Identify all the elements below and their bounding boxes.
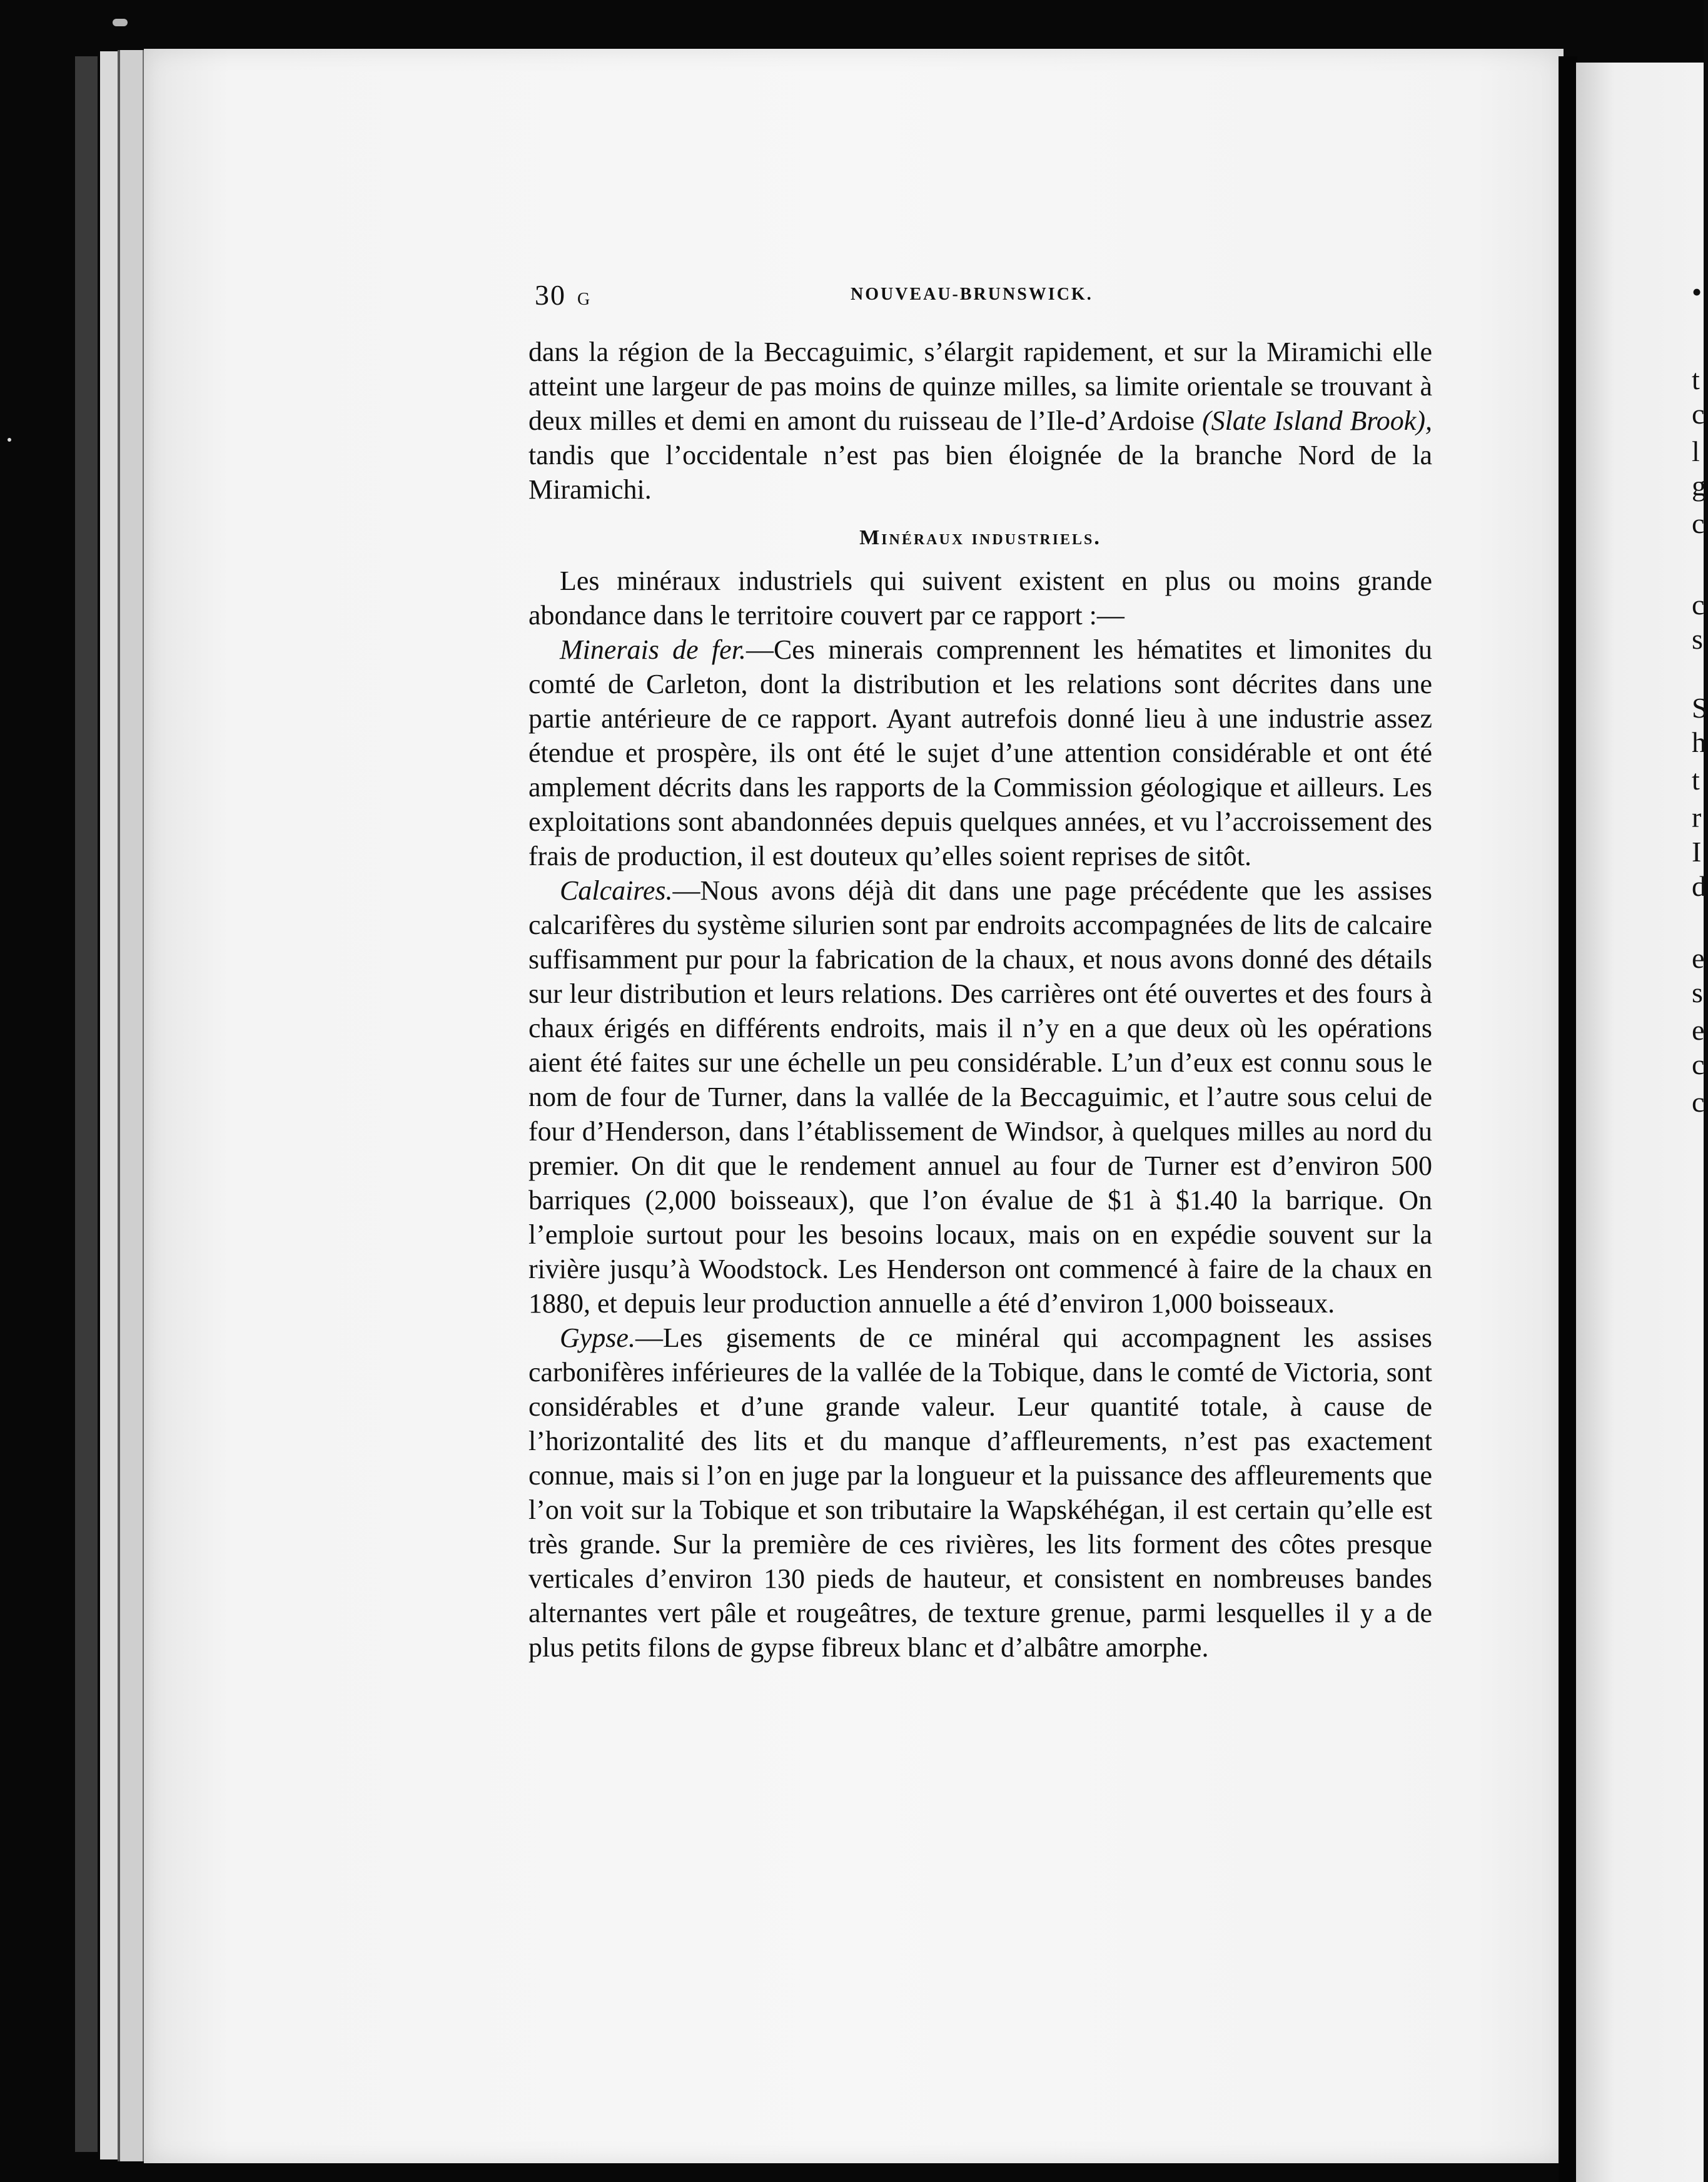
next-page-letter: t	[1692, 764, 1700, 796]
next-page-letter: I	[1692, 836, 1702, 868]
next-page-letter: e	[1692, 1014, 1705, 1046]
page-stack-edge	[120, 50, 144, 2161]
next-page-letter: c	[1692, 398, 1705, 430]
body-text	[528, 335, 1432, 1665]
next-page-strip	[1576, 63, 1704, 2182]
next-page-letter: r	[1692, 801, 1702, 833]
paragraph-minerais-de-fer: Minerais de fer.—Ces minerais comprennent les hématites et limonites du comté de Carleton, dont la distribution et les relations sont décrites dans une partie antérieure de ce rapport. Ayant autrefois donné lieu à une industrie assez étendue et prospère, ils ont été le sujet d’une attention considérable et ont été amplement décrits dans les rapports de la Commission géologique et ailleurs. Les exploitations sont abandonnées depuis quelques années, et vu l’accroissement des frais de production, il est douteux qu’elles soient reprises de sitôt.	[528, 634, 1432, 871]
book-edge	[75, 56, 98, 2152]
next-page-letter: t	[1692, 363, 1700, 395]
page-header	[535, 278, 1429, 316]
italic-term: (Slate Island Brook),	[1202, 405, 1432, 436]
run-in-heading: Gypse.	[560, 1322, 635, 1353]
next-page-letter: h	[1692, 726, 1706, 758]
next-page-letter: l	[1692, 435, 1700, 467]
next-page-letter: s	[1692, 623, 1703, 655]
next-page-letter: g	[1692, 470, 1706, 502]
paragraph-gypse: Gypse.—Les gisements de ce minéral qui accompagnent les assises carbonifères inférieures de la vallée de la Tobique, dans le comté de Victoria, sont considérables et d’une grande valeur. Leur quantité totale, à cause de l’horizontalité des lits et du manque d’affleurements, n’est pas exactement connue, mais si l’on en juge par la longueur et la puissance des affleurements que l’on voit sur la Tobique et son tributaire la Wapskéhégan, il est certain qu’elle est très grande. Sur la première de ces rivières, les lits forment des côtes presque verticales d’environ 130 pieds de hauteur, et consistent en nombreuses bandes alternantes vert pâle et rougeâtres, de texture grenue, parmi lesquelles il y a de plus petits filons de gypse fibreux blanc et d’albâtre amorphe.	[528, 1322, 1432, 1663]
next-page-letter: •	[1692, 276, 1702, 308]
run-in-heading: Minerais de fer.	[560, 634, 746, 665]
scan-dust	[8, 438, 11, 442]
scan-dust	[113, 19, 128, 26]
next-page-letter: c	[1692, 1086, 1705, 1118]
paragraph-continuation: dans la région de la Beccaguimic, s’élargit rapidement, et sur la Miramichi elle atteint une largeur de pas moins de quinze milles, sa limite orientale se trouvant à deux milles et demi en amont du ruisseau de l’Ile-d’Ardoise (Slate Island Brook), tandis que l’occidentale n’est pas bien éloignée de la branche Nord de la Miramichi.	[528, 337, 1432, 505]
next-page-letter: e	[1692, 942, 1705, 974]
paragraph-calcaires: Calcaires.—Nous avons déjà dit dans une page précédente que les assises calcarifères du système silurien sont par endroits accompagnées de lits de calcaire suffisamment pur pour la fabrication de la chaux, et nous avons donné des détails sur leur distribution et leurs relations. Des carrières ont été ouvertes et des fours à chaux érigés en différents endroits, mais il n’y en a que deux où les opérations aient été faites sur une échelle un peu considérable. L’un d’eux est connu sous le nom de four de Turner, dans la vallée de la Beccaguimic, et l’autre sous celui de four d’Henderson, dans l’établissement de Windsor, à quelques milles au nord du premier. On dit que le rendement annuel au four de Turner est d’environ 500 barriques (2,000 boisseaux), que l’on évalue de $1 à $1.40 la barrique. On l’emploie surtout pour les besoins locaux, mais on en expédie souvent sur la rivière jusqu’à Woodstock. Les Henderson ont commencé à faire de la chaux en 1880, et depuis leur production annuelle a été d’environ 1,000 boisseaux.	[528, 875, 1432, 1319]
next-page-letter: c	[1692, 589, 1705, 621]
page-number: 30 G	[535, 279, 592, 311]
running-title: NOUVEAU-BRUNSWICK.	[851, 285, 1093, 304]
paragraph-intro: Les minéraux industriels qui suivent existent en plus ou moins grande abondance dans le territoire couvert par ce rapport :—	[528, 566, 1432, 631]
next-page-letter: S	[1692, 692, 1708, 724]
page-stack-edge	[100, 51, 119, 2159]
next-page-letter: c	[1692, 507, 1705, 539]
next-page-letter: c	[1692, 1048, 1705, 1080]
run-in-heading: Calcaires.	[560, 875, 673, 906]
next-page-letter: d	[1692, 870, 1706, 902]
book-gutter	[1559, 56, 1577, 2182]
page-number-suffix: G	[577, 290, 592, 309]
next-page-letter: s	[1692, 977, 1703, 1008]
section-heading: Minéraux industriels.	[859, 526, 1101, 549]
